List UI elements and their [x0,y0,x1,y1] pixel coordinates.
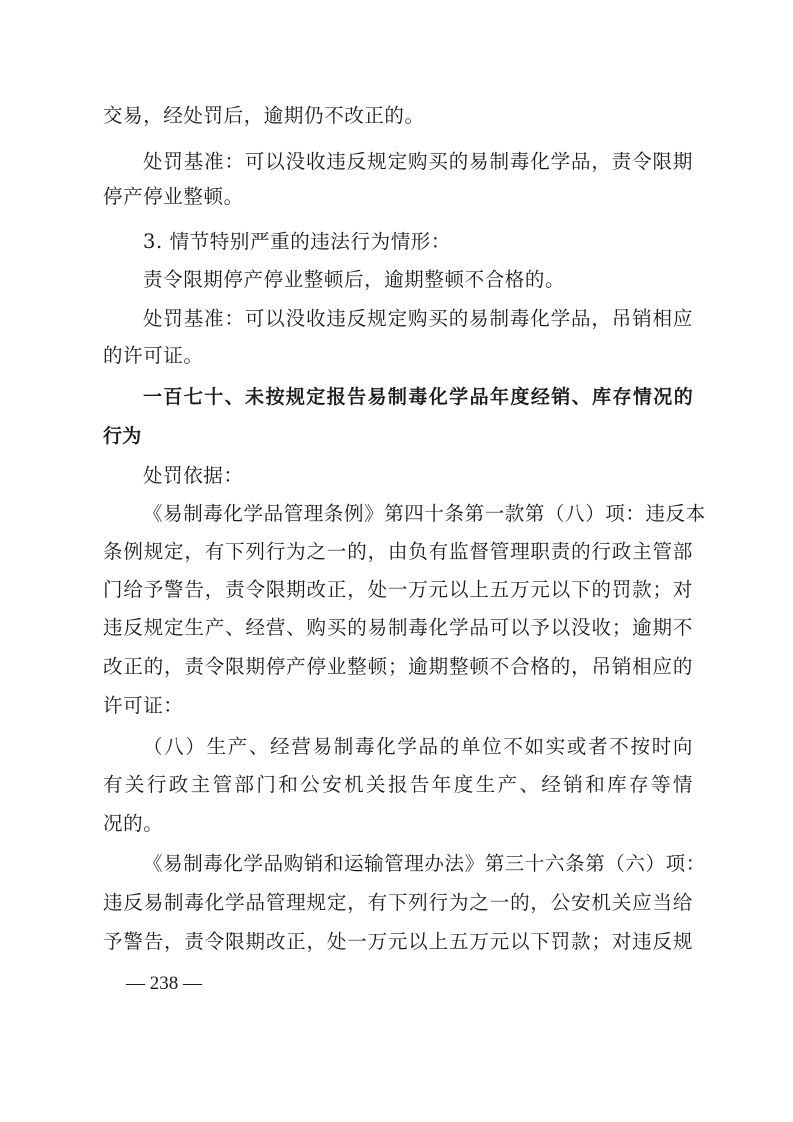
paragraph-line: 违反易制毒化学品管理规定，有下列行为之一的，公安机关应当给 [103,891,693,914]
paragraph-line: 交易，经处罚后，逾期仍不改正的。 [103,104,425,127]
paragraph-line: 许可证： [103,694,184,717]
paragraph-line: 《易制毒化学品管理条例》第四十条第一款第（八）项：违反本 [143,502,706,525]
paragraph-line: 的许可证。 [103,344,204,367]
paragraph-line: 停产停业整顿。 [103,185,244,208]
section-heading: 一百七十、未按规定报告易制毒化学品年度经销、库存情况的 [143,386,693,408]
paragraph-line: 处罚依据： [143,464,244,487]
page-number: — 238 — [126,973,202,994]
paragraph-line: 予警告，责令限期改正，处一万元以上五万元以下罚款；对违反规 [103,930,693,953]
paragraph-line: 条例规定，有下列行为之一的，由负有监督管理职责的行政主管部 [103,540,693,563]
paragraph-line: （八）生产、经营易制毒化学品的单位不如实或者不按时向 [143,735,693,758]
paragraph-line: 3. 情节特别严重的违法行为情形： [143,230,452,253]
paragraph-line: 况的。 [103,812,164,835]
section-heading: 行为 [103,425,142,447]
paragraph-line: 处罚基准：可以没收违反规定购买的易制毒化学品，责令限期 [143,150,693,173]
paragraph-line: 责令限期停产停业整顿后，逾期整顿不合格的。 [143,268,566,291]
paragraph-line: 《易制毒化学品购销和运输管理办法》第三十六条第（六）项： [143,852,706,875]
paragraph-line: 改正的，责令限期停产停业整顿；逾期整顿不合格的，吊销相应的 [103,655,693,678]
paragraph-line: 处罚基准：可以没收违反规定购买的易制毒化学品，吊销相应 [143,307,693,330]
paragraph-line: 有关行政主管部门和公安机关报告年度生产、经销和库存等情 [103,773,693,796]
paragraph-line: 违反规定生产、经营、购买的易制毒化学品可以予以没收；逾期不 [103,616,693,639]
paragraph-line: 门给予警告，责令限期改正，处一万元以上五万元以下的罚款；对 [103,578,693,601]
